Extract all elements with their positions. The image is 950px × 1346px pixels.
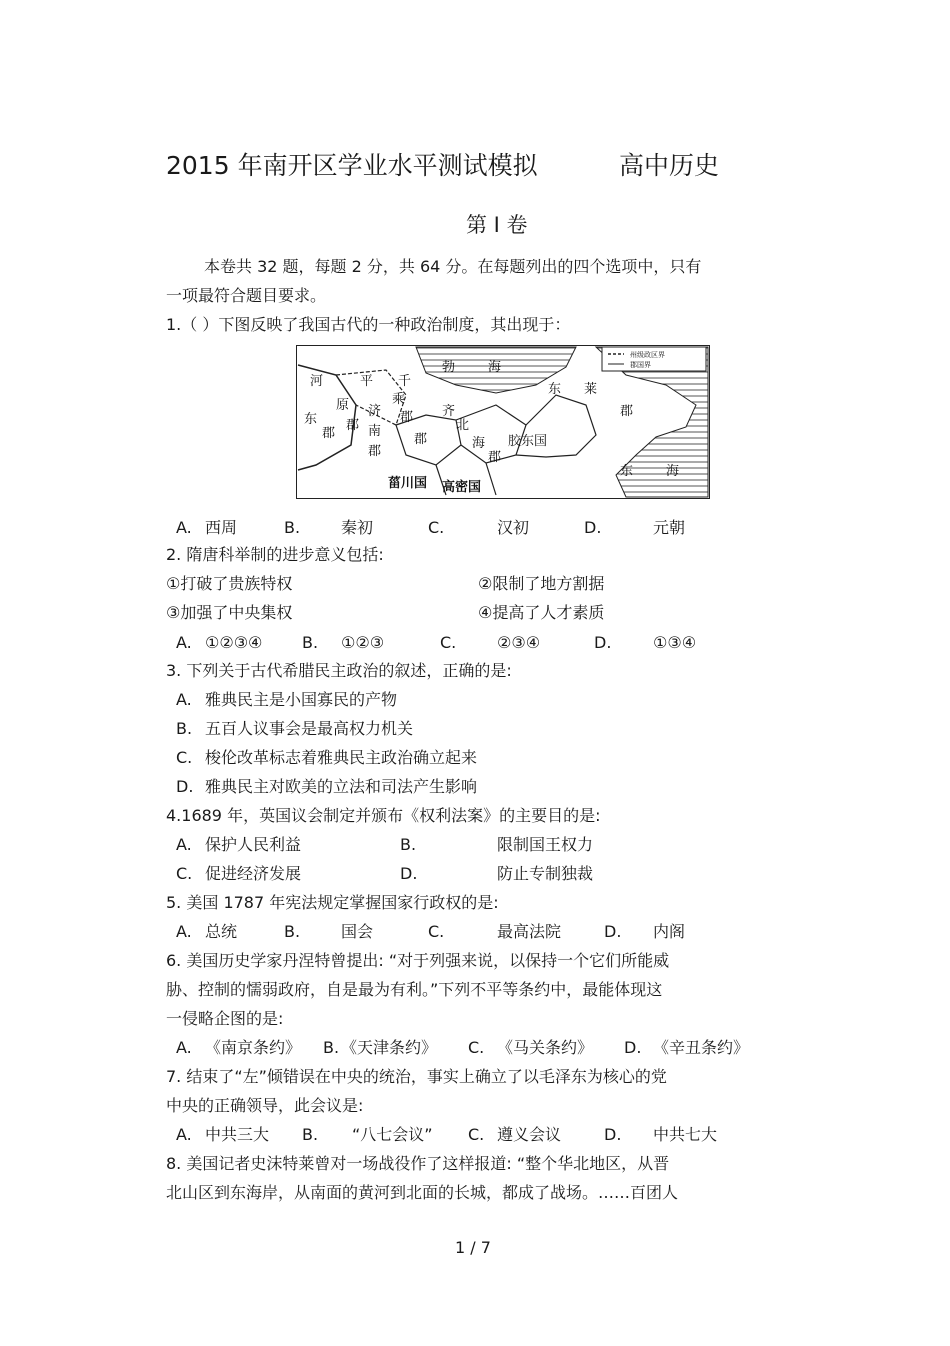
q5-stem: 5. 美国 1787 年宪法规定掌握国家行政权的是: <box>166 893 499 912</box>
han-commandery-map <box>296 345 710 499</box>
q2-option-b-letter: B. <box>302 633 319 652</box>
q4-option-b-letter: B. <box>400 835 417 854</box>
q8-line-1: 8. 美国记者史沫特莱曾对一场战役作了这样报道: “整个华北地区，从晋 <box>166 1154 670 1173</box>
q1-option-b: 秦初 <box>341 518 374 537</box>
map-label: 郡 <box>322 426 336 441</box>
q1-option-c: 汉初 <box>497 518 530 537</box>
q2-item-4: ④提高了人才素质 <box>478 603 605 622</box>
q2-item-3: ③加强了中央集权 <box>166 603 293 622</box>
q2-option-a: ①②③④ <box>205 633 263 652</box>
subject-label: 高中历史 <box>619 151 720 180</box>
q6-option-c: 《马关条约》 <box>497 1038 594 1057</box>
q6-option-b-letter: B. <box>323 1038 340 1057</box>
q4-option-a: 保护人民利益 <box>205 835 302 854</box>
q1-option-b-letter: B. <box>284 518 301 537</box>
q5-option-d-letter: D. <box>604 922 622 941</box>
map-label: 高密国 <box>442 480 482 495</box>
q2-option-c: ②③④ <box>497 633 541 652</box>
q1-option-a: 西周 <box>205 518 238 537</box>
map-label: 郡 <box>368 444 382 459</box>
page-number: 1 / 7 <box>455 1238 491 1257</box>
q2-option-d: ①③④ <box>653 633 697 652</box>
map-label: 郡 <box>400 410 414 425</box>
q6-line-1: 6. 美国历史学家丹涅特曾提出: “对于列强来说，以保持一个它们所能威 <box>166 951 670 970</box>
volume-label: 第 I 卷 <box>466 213 528 237</box>
q5-option-a-letter: A. <box>176 922 192 941</box>
q6-option-d: 《辛丑条约》 <box>653 1038 750 1057</box>
q5-option-b-letter: B. <box>284 922 301 941</box>
map-label: 胶东国 <box>508 434 548 449</box>
q1-option-a-letter: A. <box>176 518 192 537</box>
q2-item-1: ①打破了贵族特权 <box>166 574 293 593</box>
q1-option-d-letter: D. <box>584 518 602 537</box>
q7-line-2: 中央的正确领导，此会议是: <box>166 1096 364 1115</box>
map-label: 东 <box>548 382 562 397</box>
q4-option-a-letter: A. <box>176 835 192 854</box>
q3-stem: 3. 下列关于古代希腊民主政治的叙述，正确的是: <box>166 661 512 680</box>
q5-option-d: 内阁 <box>653 922 686 941</box>
map-legend-line-2: 郡国界 <box>630 361 651 369</box>
map-label: 乘 <box>392 392 406 407</box>
exam-title: 2015 年南开区学业水平测试模拟 <box>166 151 538 180</box>
q6-option-b: 《天津条约》 <box>341 1038 438 1057</box>
q4-option-c: 促进经济发展 <box>205 864 302 883</box>
map-label: 郡 <box>488 450 502 465</box>
q3-option-a-letter: A. <box>176 690 192 709</box>
q3-option-c: 梭伦改革标志着雅典民主政治确立起来 <box>205 748 478 767</box>
q7-option-b: “八七会议” <box>352 1125 433 1144</box>
q3-option-b-letter: B. <box>176 719 193 738</box>
q6-line-2: 胁、控制的懦弱政府，自是最为有利。”下列不平等条约中，最能体现这 <box>166 980 663 999</box>
q6-option-c-letter: C. <box>468 1038 485 1057</box>
q2-option-b: ①②③ <box>341 633 385 652</box>
map-label: 郡 <box>346 418 360 433</box>
map-label: 郡 <box>620 404 634 419</box>
q6-option-d-letter: D. <box>624 1038 642 1057</box>
q1-stem: 1.（ ）下图反映了我国古代的一种政治制度，其出现于： <box>166 315 571 334</box>
q2-option-a-letter: A. <box>176 633 192 652</box>
map-label: 郡 <box>414 432 428 447</box>
map-label: 菑川国 <box>388 476 428 491</box>
q6-line-3: 一侵略企图的是: <box>166 1009 284 1028</box>
map-label: 千 <box>398 374 412 389</box>
q3-option-c-letter: C. <box>176 748 193 767</box>
q7-option-d-letter: D. <box>604 1125 622 1144</box>
q4-option-d-letter: D. <box>400 864 418 883</box>
map-label: 河 <box>310 374 324 389</box>
q1-option-c-letter: C. <box>428 518 445 537</box>
map-label: 原 <box>336 398 350 413</box>
q4-option-d: 防止专制独裁 <box>497 864 594 883</box>
q7-option-b-letter: B. <box>302 1125 319 1144</box>
map-label: 济 <box>368 404 382 419</box>
q5-option-c: 最高法院 <box>497 922 562 941</box>
map-figure <box>296 345 710 499</box>
map-label: 勃 <box>442 360 456 375</box>
q3-option-b: 五百人议事会是最高权力机关 <box>205 719 414 738</box>
map-label: 海 <box>472 436 486 451</box>
q5-option-b: 国会 <box>341 922 374 941</box>
q4-stem: 4.1689 年，英国议会制定并颁布《权利法案》的主要目的是: <box>166 806 601 825</box>
q7-option-c-letter: C. <box>468 1125 485 1144</box>
q3-option-a: 雅典民主是小国寡民的产物 <box>205 690 398 709</box>
q7-option-c: 遵义会议 <box>497 1125 562 1144</box>
q7-option-d: 中共七大 <box>653 1125 718 1144</box>
intro-line-2: 一项最符合题目要求。 <box>166 286 327 305</box>
map-legend-line-1: 州级政区界 <box>630 351 665 359</box>
intro-line-1: 本卷共 32 题，每题 2 分，共 64 分。在每题列出的四个选项中，只有 <box>204 257 702 276</box>
q4-option-b: 限制国王权力 <box>497 835 594 854</box>
q1-option-d: 元朝 <box>653 518 686 537</box>
q2-option-c-letter: C. <box>440 633 457 652</box>
q5-option-a: 总统 <box>205 922 238 941</box>
q5-option-c-letter: C. <box>428 922 445 941</box>
map-label: 南 <box>368 424 382 439</box>
map-label: 莱 <box>584 382 598 397</box>
q3-option-d: 雅典民主对欧美的立法和司法产生影响 <box>205 777 478 796</box>
q2-stem: 2. 隋唐科举制的进步意义包括: <box>166 545 384 564</box>
q3-option-d-letter: D. <box>176 777 194 796</box>
map-label: 东 <box>304 412 318 427</box>
q2-option-d-letter: D. <box>594 633 612 652</box>
q7-option-a: 中共三大 <box>205 1125 270 1144</box>
map-label: 东 <box>620 464 634 479</box>
q2-item-2: ②限制了地方割据 <box>478 574 605 593</box>
map-label: 齐 <box>442 404 456 419</box>
map-label: 北 <box>456 418 470 433</box>
q7-option-a-letter: A. <box>176 1125 192 1144</box>
q6-option-a: 《南京条约》 <box>205 1038 302 1057</box>
map-label: 海 <box>666 464 680 479</box>
map-label: 平 <box>360 374 374 389</box>
q8-line-2: 北山区到东海岸，从南面的黄河到北面的长城，都成了战场。……百团人 <box>166 1183 679 1202</box>
map-label: 海 <box>488 360 502 375</box>
q4-option-c-letter: C. <box>176 864 193 883</box>
q6-option-a-letter: A. <box>176 1038 192 1057</box>
q7-line-1: 7. 结束了“左”倾错误在中央的统治，事实上确立了以毛泽东为核心的党 <box>166 1067 667 1086</box>
